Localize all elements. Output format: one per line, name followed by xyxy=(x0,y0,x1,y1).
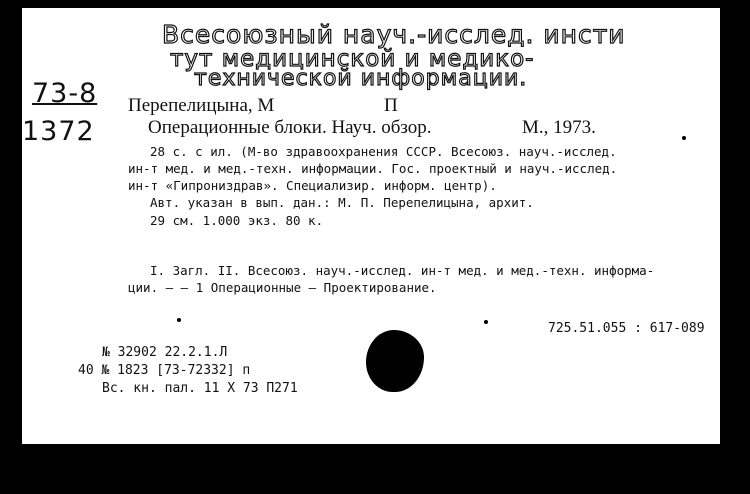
handwritten-institute-line2: тут медицинской и медико- xyxy=(170,46,535,72)
scan-speck xyxy=(177,318,181,322)
book-title: Операционные блоки. Науч. обзор. xyxy=(148,117,432,138)
scan-speck xyxy=(682,136,686,140)
physical-description-line2: ин-т мед. и мед.-техн. информации. Гос. проектный и науч.-исслед. xyxy=(128,161,618,176)
tracing-line2: ции. — — 1 Операционные — Проектирование. xyxy=(128,280,437,295)
handwritten-shelf-mark-bottom: 1372 xyxy=(22,116,95,147)
physical-description-line1: 28 с. с ил. (М-во здравоохранения СССР. Всесоюз. науч.-исслед. xyxy=(150,144,617,159)
punch-hole xyxy=(366,330,424,392)
udc-class-number: 725.51.055 : 617-089 xyxy=(548,321,705,336)
author-note: Авт. указан в вып. дан.: М. П. Перепелицына, архит. xyxy=(150,195,534,210)
registration-line1: № 32902 22.2.1.Л xyxy=(102,345,228,360)
author-letter: П xyxy=(384,95,398,116)
registration-line2: 40 № 1823 [73-72332] п xyxy=(78,363,251,378)
author-heading: Перепелицына, М xyxy=(128,95,275,116)
physical-description-line3: ин-т «Гипрониздрав». Специализир. информ. центр). xyxy=(128,178,497,193)
tracing-line1: I. Загл. II. Всесоюз. науч.-исслед. ин-т мед. и мед.-техн. информа- xyxy=(150,263,655,278)
catalog-card xyxy=(22,8,720,444)
handwritten-institute-line1: Всесоюзный науч.-исслед. инсти xyxy=(162,20,626,49)
registration-line3: Вс. кн. пал. 11 X 73 П271 xyxy=(102,381,298,396)
handwritten-shelf-mark-top: 73-8 xyxy=(32,78,98,109)
place-year: М., 1973. xyxy=(522,117,596,138)
scan-speck xyxy=(484,320,488,324)
format-price: 29 см. 1.000 экз. 80 к. xyxy=(150,213,324,228)
handwritten-institute-line3: технической информации. xyxy=(194,66,528,91)
